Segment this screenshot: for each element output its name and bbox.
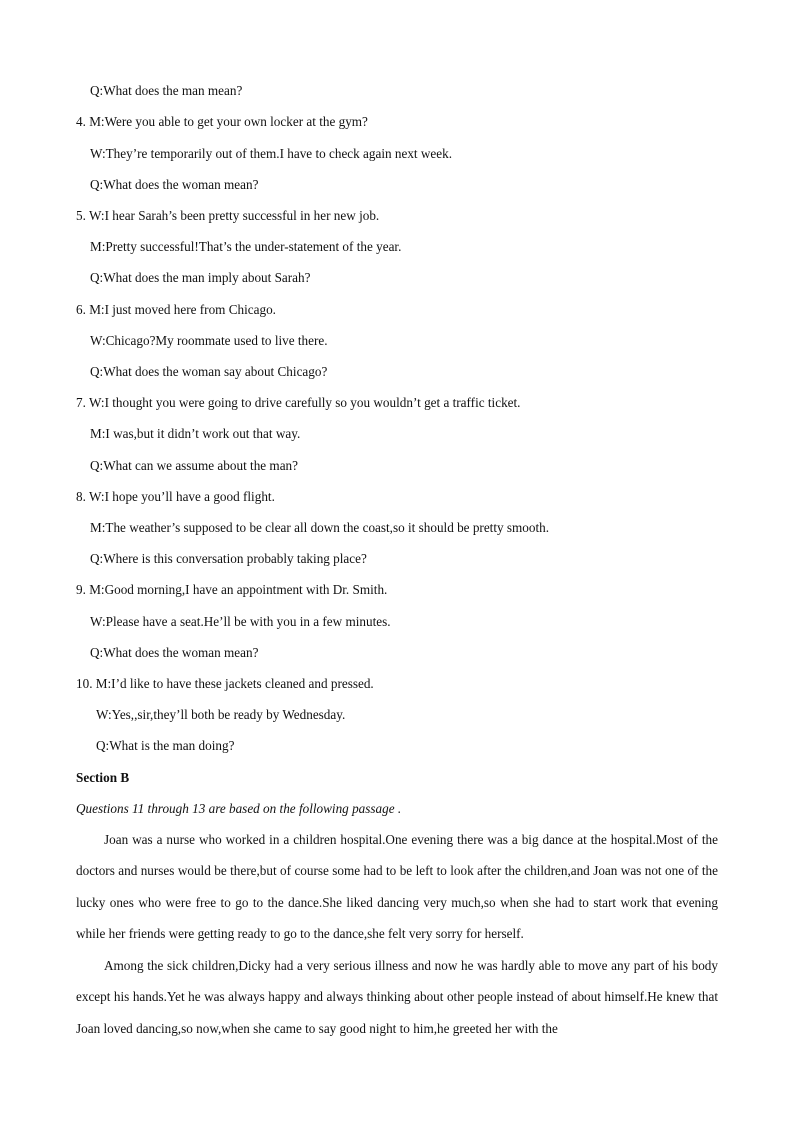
dialogue-line: Q:What is the man doing? <box>96 738 235 753</box>
dialogue-line: Q:What does the woman mean? <box>90 177 259 192</box>
dialogue-line: 5. W:I hear Sarah’s been pretty successful in her new job. <box>76 208 380 223</box>
passage-paragraph <box>76 824 718 949</box>
dialogue-line: 8. W:I hope you’ll have a good flight. <box>76 489 275 504</box>
dialogue-line: Q:What does the man imply about Sarah? <box>90 270 311 285</box>
section-instruction: Questions 11 through 13 are based on the following passage . <box>76 801 402 816</box>
dialogue-line: W:Chicago?My roommate used to live there. <box>90 333 328 348</box>
dialogue-line: W:Please have a seat.He’ll be with you in a few minutes. <box>90 614 391 629</box>
dialogue-line: Q:What does the woman say about Chicago? <box>90 364 328 379</box>
passage-paragraph-text: Among the sick children,Dicky had a very serious illness and now he was hardly able to move any part of his body except his hands.Yet he was always happy and always thinking about other people instead of about himself.He knew that Joan loved dancing,so now,when she came to say good night to him,he greeted her with the <box>76 958 718 1036</box>
dialogue-line: Q:Where is this conversation probably taking place? <box>90 551 367 566</box>
section-title: Section B <box>76 770 130 785</box>
dialogue-line: 7. W:I thought you were going to drive carefully so you wouldn’t get a traffic ticket. <box>76 395 521 410</box>
passage-paragraph <box>76 950 718 1044</box>
dialogue-line: Q:What can we assume about the man? <box>90 458 298 473</box>
dialogue-line: M:Pretty successful!That’s the under-statement of the year. <box>90 239 402 254</box>
dialogue-line: 6. M:I just moved here from Chicago. <box>76 302 276 317</box>
dialogue-line: M:The weather’s supposed to be clear all down the coast,so it should be pretty smooth. <box>90 520 550 535</box>
dialogue-line: M:I was,but it didn’t work out that way. <box>90 426 301 441</box>
dialogue-line: W:Yes,,sir,they’ll both be ready by Wednesday. <box>96 707 346 722</box>
dialogue-line: 4. M:Were you able to get your own locker at the gym? <box>76 114 368 129</box>
dialogue-line: Q:What does the woman mean? <box>90 645 259 660</box>
dialogue-line: 10. M:I’d like to have these jackets cleaned and pressed. <box>76 676 374 691</box>
dialogue-line: 9. M:Good morning,I have an appointment with Dr. Smith. <box>76 582 388 597</box>
passage-paragraph-text: Joan was a nurse who worked in a children hospital.One evening there was a big dance at the hospital.Most of the doctors and nurses would be there,but of course some had to be left to look after the children,and Joan was not one of the lucky ones who were free to go to the dance.She liked dancing very much,so when she had to start work that evening while her friends were getting ready to go to the dance,she felt very sorry for herself. <box>76 832 718 941</box>
dialogue-line: Q:What does the man mean? <box>90 83 243 98</box>
dialogue-line: W:They’re temporarily out of them.I have to check again next week. <box>90 146 453 161</box>
